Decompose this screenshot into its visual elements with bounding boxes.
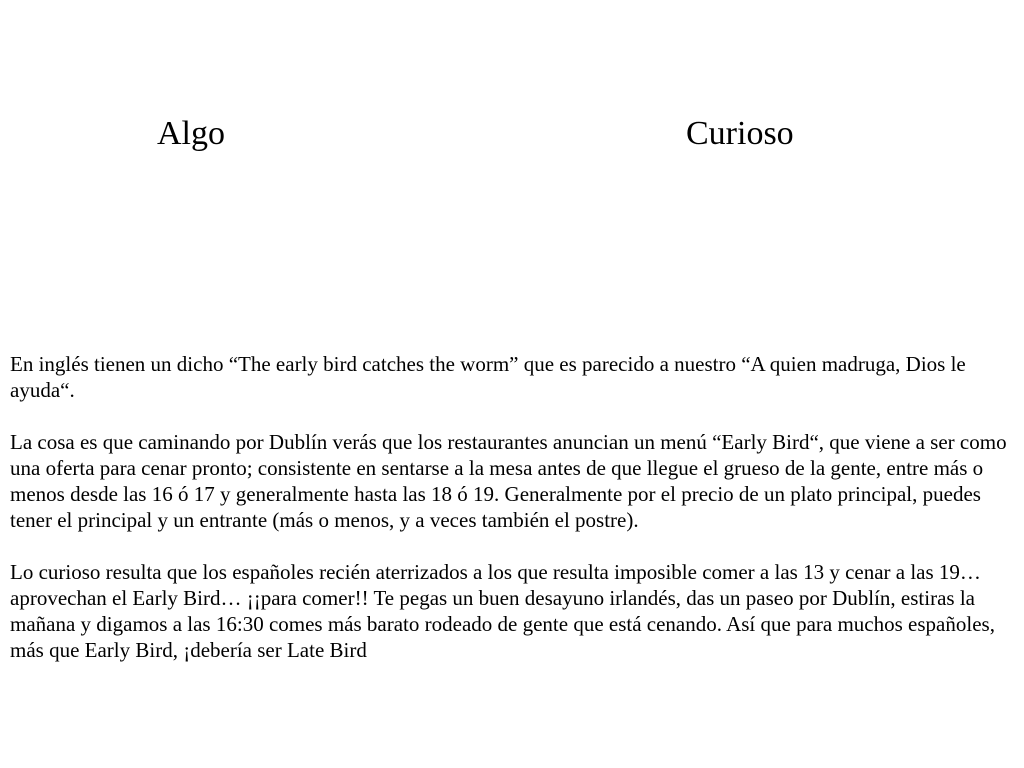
paragraph-intro: En inglés tienen un dicho “The early bird catches the worm” que es parecido a nuestro “A quien madruga, Dios le ayuda“.: [10, 352, 966, 402]
body-text: [10, 351, 1022, 663]
title-word-algo: Algo: [157, 115, 225, 152]
paragraph-early-bird-menu: La cosa es que caminando por Dublín verás que los restaurantes anuncian un menú “Early Bird“, que viene a ser como una oferta para cenar pronto; consistente en sentarse a la mesa antes de que llegue el grueso de la gente, entre más o menos desde las 16 ó 17 y generalmente hasta las 18 ó 19. Generalmente por el precio de un plato principal, puedes tener el principal y un entrante (más o menos, y a veces también el postre).: [10, 430, 1007, 532]
title-word-curioso: Curioso: [686, 115, 794, 152]
paragraph-curious-fact: Lo curioso resulta que los españoles recién aterrizados a los que resulta imposible comer a las 13 y cenar a las 19… aprovechan el Early Bird… ¡¡para comer!! Te pegas un buen desayuno irlandés, das un paseo por Dublín, estiras la mañana y digamos a las 16:30 comes más barato rodeado de gente que está cenando. Así que para muchos españoles, más que Early Bird, ¡debería ser Late Bird: [10, 560, 995, 662]
